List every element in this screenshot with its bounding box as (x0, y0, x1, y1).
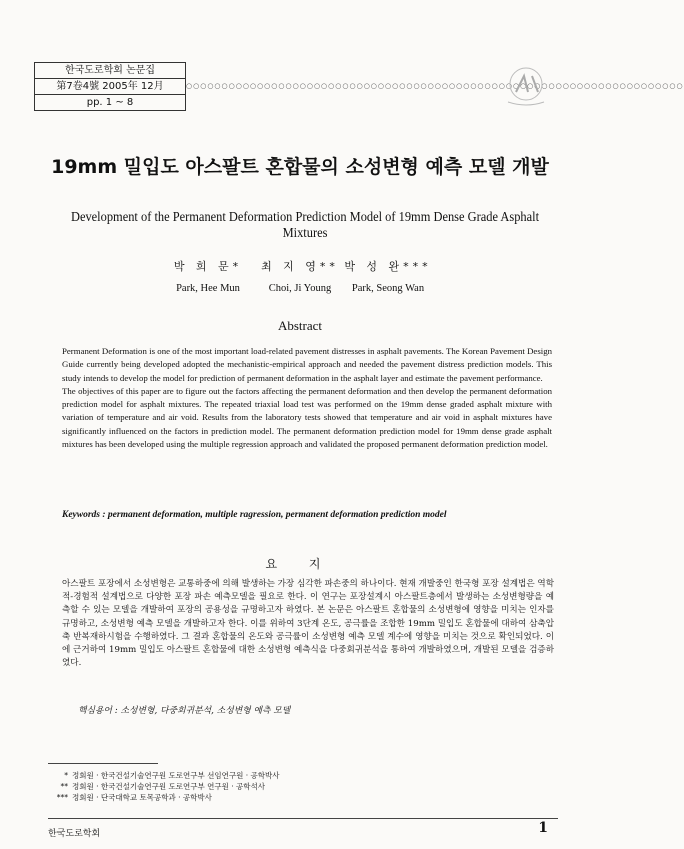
paper-title-korean: 19mm 밀입도 아스팔트 혼합물의 소성변형 예측 모델 개발 (51, 156, 549, 178)
author-3 (328, 258, 448, 294)
korean-keywords: 핵심용어 : 소성변형, 다중회귀분석, 소성변형 예측 모델 (78, 706, 291, 716)
footer-society: 한국도로학회 (48, 829, 101, 839)
korean-abstract-body: 아스팔트 포장에서 소성변형은 교통하중에 의해 발생하는 가장 심각한 파손중의 하나이다. 현재 개발중인 한국형 포장 설계법은 역학적-경험적 설계법으로 다양한 포장 파손 예측모델을 필요로 한다. 이 연구는 포장설계시 아스팔트층에서 발생하는 소성변형량을 예측할 수 있는 모델을 개발하여 포장의 공용성을 규명하고자 하였다. 본 논문은 아스팔트 혼합물의 소성변형에 영향을 미치는 인자를 규명하고, 소성변형 예측 모델을 개발하고자 한다. 이를 위하여 3단계 온도, 공극률을 조합한 19mm 밀입도 혼합물에 대하여 삼축압축 반복재하시험을 수행하였다. 그 결과 혼합물의 온도와 공극률이 소성변형 예측 모델 계수에 영향을 미치는 것으로 확인되었다. 이에 근거하여 19mm 밀입도 아스팔트 혼합물에 대한 소성변형 예측식을 다중회귀분석을 통하여 개발하였으며, 개발된 모델을 검증하였다. (62, 579, 554, 669)
header-dotted-line: ○○○○○○○○○○○○○○○○○○○○○○○○○○○○○○○○○○○○○○○○○○○○○○○○○○○○○○○○○○○○○○○○○○○○○○ (186, 82, 684, 90)
abstract-paragraph-2: The objectives of this paper are to figure out the factors affecting the permanent deformation and then develop the permanent deformation prediction model for asphalt mixtures. The repeated triaxial load test was performed on the 19mm dense graded asphalt mixture with variation of temperature and air void. Results from the laboratory tests showed that temperature and air void in asphalt mixtures have significantly influenced on the factors in prediction model. The permanent deformation prediction model for 19mm dense grade asphalt mixtures has been developed using the multiple regression approach and validated the proposed permanent deformation prediction model. (62, 385, 552, 450)
society-logo (498, 62, 553, 110)
author-name-korean: 박 성 완*** (344, 260, 432, 273)
journal-volume: 第7卷4號 2005年 12月 (35, 79, 185, 95)
journal-name: 한국도로학회 논문집 (35, 63, 185, 79)
paper-title-english: Development of the Permanent Deformation Prediction Model of 19mm Dense Grade Asphalt Mixtures (70, 209, 540, 240)
journal-info-box (34, 62, 186, 111)
author-name-english: Park, Hee Mun (176, 283, 240, 294)
footnotes (48, 770, 279, 804)
korean-abstract-heading: 요 지 (265, 557, 335, 571)
abstract-body (62, 345, 552, 451)
footnote-2: ** 정회원 · 한국건설기술연구원 도로연구부 연구원 · 공학석사 (60, 782, 265, 792)
author-name-english: Choi, Ji Young (268, 283, 332, 294)
abstract-heading: Abstract (277, 318, 323, 333)
footnote-3: *** 정회원 · 단국대학교 토목공학과 · 공학박사 (56, 793, 212, 803)
footnote-1: * 정회원 · 한국건설기술연구원 도로연구부 선임연구원 · 공학박사 (64, 771, 280, 780)
author-name-korean: 최 지 영** (261, 260, 339, 273)
author-name-korean: 박 희 문* (173, 260, 243, 273)
page-number: 1 (538, 820, 548, 836)
abstract-paragraph-1: Permanent Deformation is one of the most important load-related pavement distresses in asphalt pavements. The Korean Pavement Design Guide currently being developed adopted the mechanistic-empirical approach and needed the pavement distress prediction models. This study intends to develop the model for prediction of permanent deformation in the asphalt layer and estimate the pavement performance. (62, 346, 552, 383)
keywords: Keywords : permanent deformation, multiple ragression, permanent deformation prediction model (62, 510, 447, 520)
author-name-english: Park, Seong Wan (351, 283, 425, 294)
footer-rule (48, 818, 558, 819)
footnote-rule (48, 763, 158, 764)
journal-pages: pp. 1 ~ 8 (86, 97, 134, 108)
